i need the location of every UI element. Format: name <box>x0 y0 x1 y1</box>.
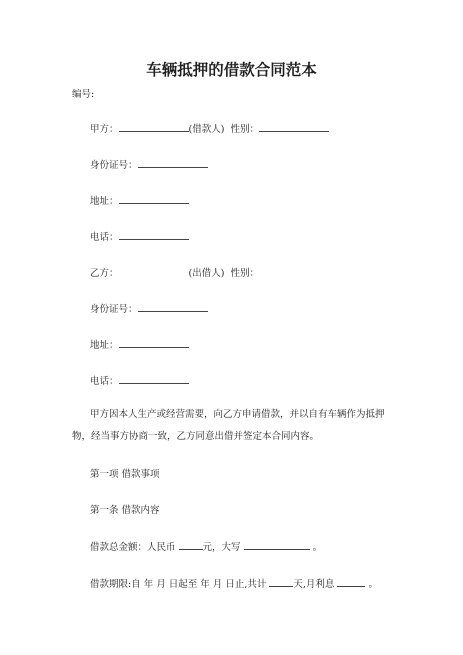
loan-period-line <box>90 576 378 590</box>
party-a-id-line <box>90 157 208 171</box>
party-b-id-blank[interactable] <box>138 302 208 312</box>
party-a-name-blank[interactable] <box>119 122 189 132</box>
party-a-address-label: 地址： <box>90 196 119 207</box>
party-a-role: (借款人) <box>188 124 225 135</box>
party-a-phone-label: 电话： <box>90 232 119 243</box>
party-b-address-blank[interactable] <box>119 338 189 348</box>
loan-days-blank[interactable] <box>269 577 293 587</box>
party-a-gender-label: 性别： <box>230 124 259 135</box>
loan-amount-end: 。 <box>312 542 323 553</box>
contract-number-label: 编号: <box>72 89 95 100</box>
party-b-role: (出借人) <box>188 268 225 279</box>
party-a-id-label: 身份证号： <box>90 160 138 171</box>
party-a-address-line <box>90 193 189 207</box>
loan-period-text: 借款期限:自 年 月 日起至 年 月 日止,共计 <box>90 579 267 590</box>
party-b-address-line <box>90 337 189 351</box>
party-a-prefix: 甲方： <box>90 124 119 135</box>
loan-days-unit: 天,月利息 <box>293 579 335 590</box>
monthly-interest-blank[interactable] <box>337 577 365 587</box>
party-b-id-line <box>90 301 208 315</box>
document-title: 车辆抵押的借款合同范本 <box>146 61 317 79</box>
loan-amount-label: 借款总金额：人民币 <box>90 542 176 553</box>
party-a-address-blank[interactable] <box>119 194 189 204</box>
party-b-gender-label: 性别： <box>230 268 259 279</box>
loan-period-end: 。 <box>368 579 378 590</box>
party-a-phone-line <box>90 229 189 243</box>
party-a-id-blank[interactable] <box>138 158 208 168</box>
intro-paragraph: 甲方因本人生产或经营需要，向乙方申请借款，并以自有车辆作为抵押物，经当事方协商一致，乙方同意出借并签定本合同内容。 <box>72 409 385 442</box>
loan-amount-digits-blank[interactable] <box>179 540 203 550</box>
party-b-id-label: 身份证号： <box>90 304 138 315</box>
party-b-prefix: 乙方： <box>90 268 119 279</box>
section-title: 第一项 借款事项 <box>90 469 160 480</box>
party-b-phone-line <box>90 373 189 387</box>
party-a-line <box>90 121 329 135</box>
party-b-phone-label: 电话： <box>90 376 119 387</box>
party-b-address-label: 地址： <box>90 340 119 351</box>
party-b-phone-blank[interactable] <box>119 374 189 384</box>
party-a-gender-blank[interactable] <box>259 122 329 132</box>
article-title: 第一条 借款内容 <box>90 505 160 516</box>
loan-amount-words-blank[interactable] <box>244 540 310 550</box>
loan-amount-unit: 元，大写 <box>202 542 241 553</box>
party-b-line <box>90 265 259 279</box>
party-a-phone-blank[interactable] <box>119 230 189 240</box>
loan-amount-line <box>90 539 322 553</box>
